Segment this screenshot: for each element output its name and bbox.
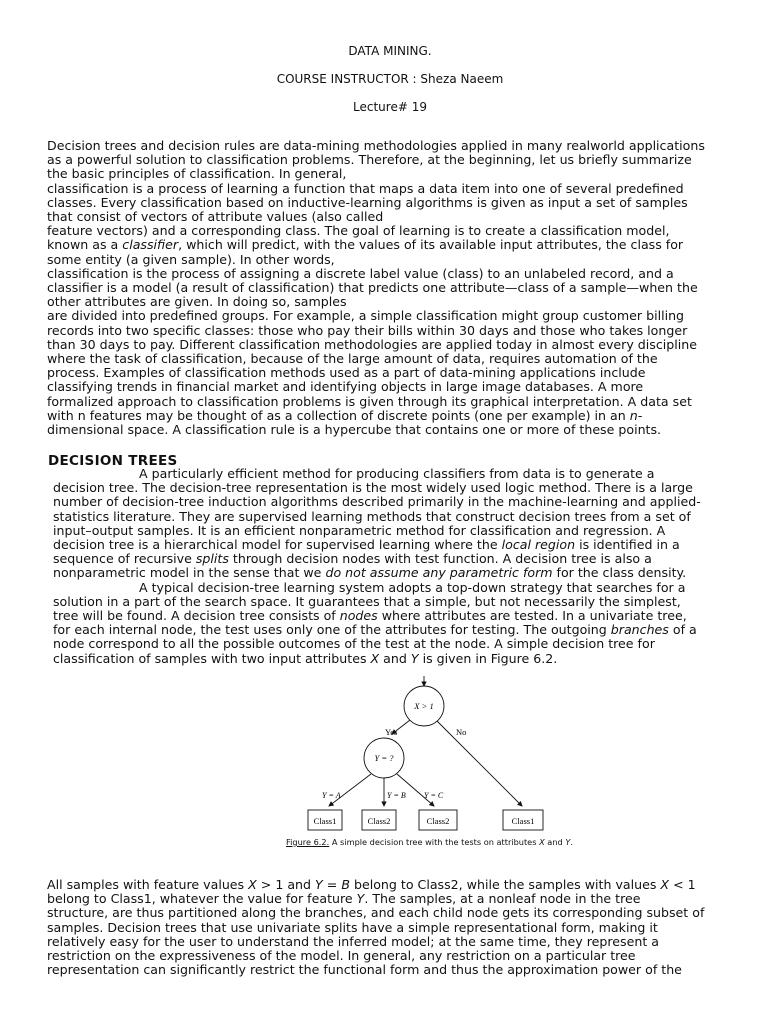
- second-node-label: Y = ?: [374, 753, 394, 763]
- document-title: DATA MINING.: [348, 44, 432, 58]
- text-line: are divided into predefined groups. For example, a simple classification might group customer billing: [47, 308, 685, 324]
- text-line: with n features may be thought of as a collection of discrete points (one per example) in an n-: [47, 407, 643, 423]
- text-line: samples. Decision trees that use univariate splits have a simple representational form, making it: [47, 919, 658, 935]
- figure-caption-text: A simple decision tree with the tests on attributes X and Y.: [331, 837, 573, 847]
- text-line: A typical decision-tree learning system adopts a top-down strategy that searches for a: [139, 579, 686, 595]
- text-line: structure, are thus partitioned along the branches, and each child node gets its corresponding subset of: [47, 905, 705, 921]
- text-line: nonparametric model in the sense that we do not assume any parametric form for the class density.: [53, 565, 687, 581]
- text-line: classification is the process of assigning a discrete label value (class) to an unlabeled record, and a: [47, 265, 674, 281]
- text-line: classification is a process of learning a function that maps a data item into one of several predefined: [47, 180, 684, 196]
- text-line: decision tree is a hierarchical model for supervised learning where the local region is identified in a: [53, 537, 680, 553]
- text-line: statistics literature. They are supervised learning methods that construct decision trees from a set of: [53, 508, 691, 524]
- intro-paragraph: [47, 139, 729, 437]
- text-line: input–output samples. It is an efficient nonparametric method for classification and regression. A: [53, 522, 666, 538]
- text-line: some entity (a given sample). In other words,: [47, 251, 335, 267]
- text-line: classes. Every classification based on inductive-learning algorithms is given as input a set of samples: [47, 194, 688, 210]
- text-line: process. Examples of classification methods used as a part of data-mining applications include: [47, 365, 646, 381]
- section-heading: DECISION TREES: [48, 453, 178, 469]
- leaf-class2-middle-label: Class2: [367, 816, 391, 826]
- text-line: belong to Class1, whatever the value for feature Y. The samples, at a nonleaf node in the tree: [47, 891, 641, 907]
- text-line: the basic principles of classification. In general,: [47, 166, 347, 182]
- text-line: than 30 days to pay. Different classification methodologies are applied today in almost every discipline: [47, 336, 697, 352]
- text-line: restriction on the expressiveness of the model. In general, any restriction on a particular tree: [47, 948, 636, 964]
- text-line: that consist of vectors of attribute values (also called: [47, 209, 384, 225]
- text-line: tree will be found. A decision tree consists of nodes where attributes are tested. In a univariate tree,: [53, 608, 687, 624]
- decision-trees-paragraph: [53, 467, 725, 666]
- branch-b-label: Y = B: [387, 791, 406, 800]
- text-line: Decision trees and decision rules are data-mining methodologies applied in many realworld applications: [47, 138, 705, 153]
- branch-c: [397, 774, 434, 806]
- text-line: other attributes are given. In doing so, samples: [47, 294, 347, 310]
- text-line: as a powerful solution to classification problems. Therefore, at the beginning, let us briefly summarize: [47, 152, 692, 168]
- after-figure-paragraph: [47, 878, 729, 977]
- text-line: known as a classifier, which will predict, with the values of its available input attributes, the class for: [47, 237, 684, 253]
- text-line: All samples with feature values X > 1 and Y = B belong to Class2, while the samples with values X < 1: [47, 877, 696, 892]
- text-line: representation can significantly restrict the functional form and thus the approximation power of the: [47, 962, 682, 978]
- text-line: for each internal node, the test uses only one of the attributes for testing. The outgoing branches of a: [53, 622, 697, 638]
- text-line: where the task of classification, because of the large amount of data, requires automation of the: [47, 351, 658, 367]
- decision-tree-figure: [286, 674, 576, 854]
- text-line: classification of samples with two input attributes X and Y is given in Figure 6.2.: [53, 650, 558, 666]
- text-line: number of decision-tree induction algorithms described primarily in the machine-learning and applied-: [53, 494, 701, 510]
- text-line: relatively easy for the user to understand the inferred model; at the same time, they represent a: [47, 933, 659, 949]
- yes-label: Yes: [385, 727, 398, 737]
- branch-a: [329, 774, 371, 806]
- text-line: dimensional space. A classification rule is a hypercube that contains one or more of these points.: [47, 422, 662, 438]
- text-line: records into two specific classes: those who pay their bills within 30 days and those who takes longer: [47, 322, 688, 338]
- text-line: A particularly efficient method for producing classifiers from data is to generate a: [139, 466, 655, 481]
- text-line: formalized approach to classification problems is given through its graphical interpretation. A data set: [47, 393, 692, 409]
- leaf-class2-right-label: Class2: [426, 816, 450, 826]
- text-line: decision tree. The decision-tree representation is the most widely used logic method. There is a large: [53, 480, 693, 496]
- text-line: classifier is a model (a result of classification) that predicts one attribute—class of a sample—when the: [47, 280, 698, 296]
- branch-a-label: Y = A: [322, 791, 341, 800]
- text-line: node correspond to all the possible outcomes of the test at the node. A simple decision tree for: [53, 636, 655, 652]
- leaf-class1-left-label: Class1: [313, 816, 337, 826]
- text-line: solution in a part of the search space. It guarantees that a simple, but not necessarily the simplest,: [53, 593, 681, 609]
- root-node-label: X > 1: [414, 701, 434, 711]
- text-line: sequence of recursive splits through decision nodes with test function. A decision tree is also a: [53, 551, 652, 567]
- branch-c-label: Y = C: [424, 791, 444, 800]
- course-instructor: COURSE INSTRUCTOR : Sheza Naeem: [276, 72, 504, 86]
- no-branch: [437, 721, 522, 806]
- figure-caption-label: Figure 6.2.: [286, 837, 330, 847]
- figure-caption: [286, 837, 606, 847]
- text-line: classifying trends in financial market and identifying objects in large image databases. A more: [47, 379, 644, 395]
- text-line: feature vectors) and a corresponding class. The goal of learning is to create a classification model,: [47, 223, 670, 239]
- no-label: No: [456, 727, 467, 737]
- lecture-number: Lecture# 19: [353, 100, 427, 114]
- leaf-class1-right-label: Class1: [511, 816, 535, 826]
